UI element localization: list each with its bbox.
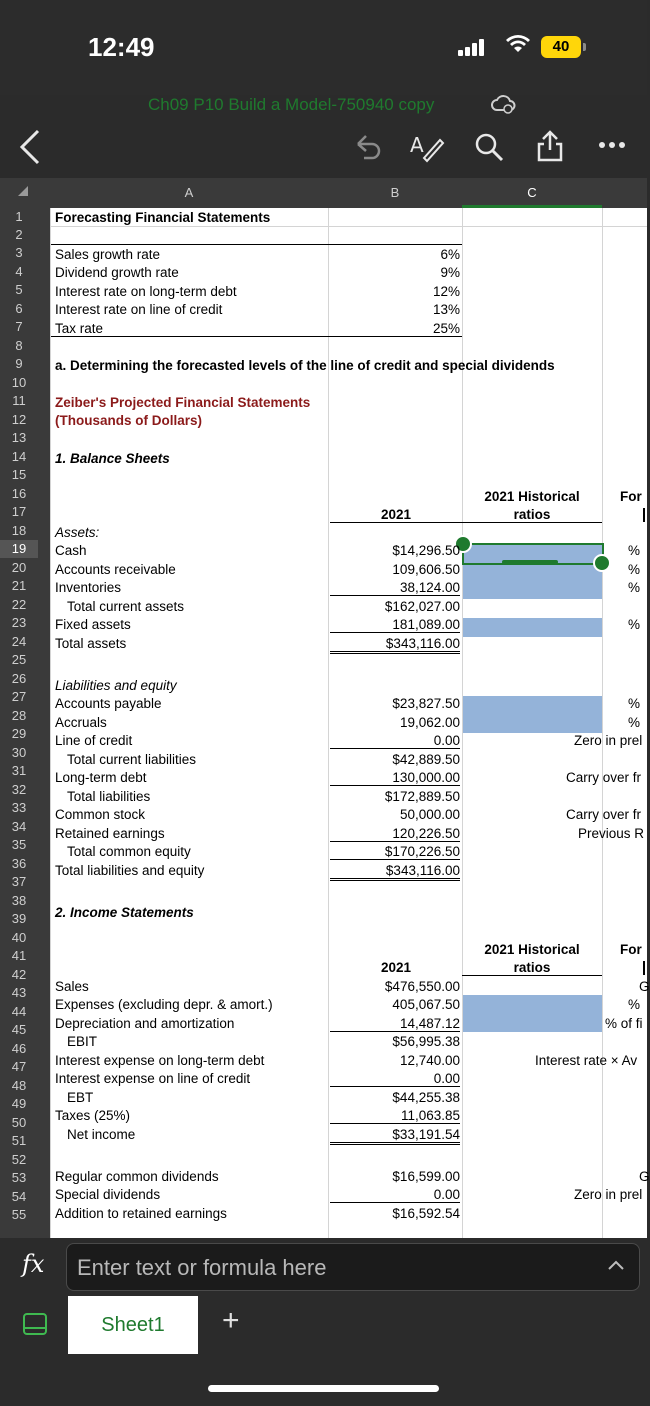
value-inventories[interactable]: 38,124.00: [330, 580, 460, 596]
balance-sheets-heading[interactable]: 1. Balance Sheets: [55, 451, 170, 466]
row-number[interactable]: 1: [0, 208, 38, 226]
row-number[interactable]: 33: [0, 799, 38, 817]
format-text-icon[interactable]: [410, 132, 444, 167]
label-total-current-assets[interactable]: Total current assets: [67, 599, 185, 614]
label-sales-growth[interactable]: Sales growth rate: [55, 247, 161, 262]
row-number[interactable]: 19: [0, 540, 38, 558]
label-total-common-equity[interactable]: Total common equity: [67, 844, 191, 859]
value-retained-earnings[interactable]: 120,226.50: [330, 826, 460, 842]
pct-accruals[interactable]: %: [628, 715, 641, 730]
formula-bar: [0, 1238, 647, 1294]
toolbar: [0, 120, 647, 178]
label-taxes[interactable]: Taxes (25%): [55, 1108, 131, 1123]
sheet-title[interactable]: Forecasting Financial Statements: [55, 210, 271, 225]
label-inventories[interactable]: Inventories: [55, 580, 122, 595]
header-historical[interactable]: 2021 Historical: [484, 489, 580, 504]
value-accruals[interactable]: 19,062.00: [399, 715, 460, 730]
row-number[interactable]: 24: [0, 632, 38, 651]
label-special-dividends[interactable]: Special dividends: [55, 1187, 161, 1202]
row-number[interactable]: 49: [0, 1095, 38, 1113]
row-number[interactable]: 53: [0, 1169, 38, 1187]
gridline: [602, 208, 603, 1238]
row-number[interactable]: 22: [0, 595, 38, 614]
value-interest-expense-ltd[interactable]: 12,740.00: [399, 1053, 460, 1068]
value-total-assets[interactable]: $343,116.00: [330, 636, 460, 654]
border-line: [51, 244, 462, 245]
note-common-stock[interactable]: Carry over fr: [566, 807, 642, 822]
row-number[interactable]: 12: [0, 410, 38, 429]
svg-text:A: A: [410, 133, 424, 157]
header-ratios[interactable]: ratios: [462, 507, 602, 523]
label-fixed-assets[interactable]: Fixed assets: [55, 617, 131, 632]
note-regular-dividends[interactable]: G: [639, 1169, 650, 1184]
row-number[interactable]: 18: [0, 521, 38, 540]
row-number[interactable]: 35: [0, 836, 38, 854]
row-number[interactable]: 41: [0, 947, 38, 965]
clock: 12:49: [88, 32, 155, 62]
row-number[interactable]: 2: [0, 226, 38, 244]
row-number[interactable]: 55: [0, 1206, 38, 1224]
statements-title[interactable]: Zeiber's Projected Financial Statements: [55, 395, 311, 410]
undo-icon[interactable]: [352, 134, 382, 167]
row-number[interactable]: 8: [0, 336, 38, 355]
label-interest-loc[interactable]: Interest rate on line of credit: [55, 302, 223, 317]
header-historical-is[interactable]: 2021 Historical: [484, 942, 580, 957]
formula-placeholder: Enter text or formula here: [77, 1255, 327, 1280]
battery-level: 40: [552, 38, 570, 55]
pct-fixed-assets[interactable]: %: [628, 617, 641, 632]
gridline: [50, 208, 51, 1238]
label-net-income[interactable]: Net income: [67, 1127, 136, 1142]
label-total-liabilities-equity[interactable]: Total liabilities and equity: [55, 863, 205, 878]
share-icon[interactable]: [536, 130, 564, 167]
header-forecast-is[interactable]: For: [620, 942, 642, 957]
value-long-term-debt[interactable]: 130,000.00: [330, 770, 460, 786]
label-addition-retained[interactable]: Addition to retained earnings: [55, 1206, 227, 1221]
back-chevron-icon[interactable]: [18, 128, 42, 171]
header-forecast[interactable]: For: [620, 489, 642, 504]
row-number[interactable]: 25: [0, 651, 38, 669]
pct-accounts-payable[interactable]: %: [628, 696, 641, 711]
row-number[interactable]: 52: [0, 1150, 38, 1169]
value-total-current-liabilities[interactable]: $42,889.50: [392, 752, 460, 767]
value-expenses[interactable]: 405,067.50: [392, 997, 460, 1012]
gridline: [51, 226, 647, 227]
row-number[interactable]: 29: [0, 725, 38, 743]
header-ratios-is[interactable]: ratios: [462, 960, 602, 976]
row-number[interactable]: 26: [0, 669, 38, 688]
pct-cash[interactable]: %: [628, 543, 641, 558]
row-number[interactable]: 11: [0, 392, 38, 410]
value-regular-dividends[interactable]: $16,599.00: [392, 1169, 460, 1184]
value-ebt[interactable]: $44,255.38: [392, 1090, 460, 1105]
column-header-b[interactable]: B: [328, 178, 462, 208]
row-number[interactable]: 31: [0, 762, 38, 780]
label-retained-earnings[interactable]: Retained earnings: [55, 826, 165, 841]
label-accruals[interactable]: Accruals: [55, 715, 107, 730]
select-all-corner[interactable]: [0, 178, 50, 208]
row-number[interactable]: 38: [0, 891, 38, 910]
income-statements-heading[interactable]: 2. Income Statements: [55, 905, 194, 920]
value-interest-expense-loc[interactable]: 0.00: [330, 1071, 460, 1087]
row-number[interactable]: 14: [0, 447, 38, 466]
note-sales[interactable]: G: [639, 979, 650, 994]
label-receivables[interactable]: Accounts receivable: [55, 562, 176, 577]
value-total-liabilities[interactable]: $172,889.50: [384, 789, 460, 804]
search-icon[interactable]: [474, 132, 504, 167]
label-cash[interactable]: Cash: [55, 543, 87, 558]
row-number[interactable]: 47: [0, 1058, 38, 1076]
row-number[interactable]: 20: [0, 558, 38, 577]
label-depreciation[interactable]: Depreciation and amortization: [55, 1016, 235, 1031]
value-cash[interactable]: $14,296.50: [392, 543, 460, 558]
column-header-d[interactable]: [602, 178, 647, 208]
cell-edge: [643, 961, 645, 975]
row-number[interactable]: 17: [0, 503, 38, 521]
row-number[interactable]: 36: [0, 854, 38, 873]
value-interest-loc[interactable]: 13%: [432, 302, 460, 317]
note-interest-expense[interactable]: Interest rate × Av: [535, 1053, 638, 1068]
header-2021[interactable]: 2021: [330, 507, 462, 523]
formula-input[interactable]: [66, 1243, 640, 1291]
row-number[interactable]: 28: [0, 706, 38, 725]
input-cells-liabilities[interactable]: [463, 696, 602, 733]
pct-inventories[interactable]: %: [628, 580, 641, 595]
note-line-of-credit[interactable]: Zero in prel: [574, 733, 643, 748]
label-line-of-credit[interactable]: Line of credit: [55, 733, 133, 748]
value-ebit[interactable]: $56,995.38: [392, 1034, 460, 1049]
value-sales[interactable]: $476,550.00: [384, 979, 460, 994]
value-tax-rate[interactable]: 25%: [432, 321, 460, 336]
label-total-current-liabilities[interactable]: Total current liabilities: [67, 752, 197, 767]
value-dividend-growth[interactable]: 9%: [440, 265, 460, 280]
row-number[interactable]: 23: [0, 614, 38, 632]
row-number[interactable]: 10: [0, 373, 38, 392]
battery-icon: [541, 36, 581, 58]
row-number[interactable]: 34: [0, 817, 38, 836]
value-net-income[interactable]: $33,191.54: [330, 1127, 460, 1145]
row-number[interactable]: 5: [0, 281, 38, 299]
spreadsheet-grid[interactable]: [0, 178, 650, 1238]
label-sales[interactable]: Sales: [55, 979, 89, 994]
row-number[interactable]: 50: [0, 1113, 38, 1132]
row-number[interactable]: 46: [0, 1039, 38, 1058]
label-long-term-debt[interactable]: Long-term debt: [55, 770, 147, 785]
row-number[interactable]: 7: [0, 318, 38, 336]
value-interest-ltd[interactable]: 12%: [432, 284, 460, 299]
pct-expenses[interactable]: %: [628, 997, 641, 1012]
selection-handle-end[interactable]: [593, 554, 611, 572]
input-cell-fixed-assets[interactable]: [463, 618, 602, 637]
input-cells-expenses[interactable]: [463, 995, 602, 1032]
cloud-sync-icon[interactable]: [490, 93, 516, 120]
value-accounts-payable[interactable]: $23,827.50: [392, 696, 460, 711]
value-depreciation[interactable]: 14,487.12: [330, 1016, 460, 1032]
value-line-of-credit[interactable]: 0.00: [330, 733, 460, 749]
function-icon[interactable]: fx: [22, 1250, 45, 1278]
row-number[interactable]: 32: [0, 780, 38, 799]
value-receivables[interactable]: 109,606.50: [392, 562, 460, 577]
note-long-term-debt[interactable]: Carry over fr: [566, 770, 642, 785]
statements-units[interactable]: (Thousands of Dollars): [55, 413, 203, 428]
document-title[interactable]: Ch09 P10 Build a Model-750940 copy: [148, 95, 435, 114]
row-number[interactable]: 30: [0, 743, 38, 762]
label-ebt[interactable]: EBT: [67, 1090, 94, 1105]
row-number[interactable]: 27: [0, 688, 38, 706]
row-number[interactable]: 9: [0, 355, 38, 373]
row-number[interactable]: 51: [0, 1132, 38, 1150]
label-dividend-growth[interactable]: Dividend growth rate: [55, 265, 179, 280]
label-total-liabilities[interactable]: Total liabilities: [67, 789, 151, 804]
label-common-stock[interactable]: Common stock: [55, 807, 146, 822]
liabilities-label[interactable]: Liabilities and equity: [55, 678, 177, 693]
keyboard-toggle-icon[interactable]: [22, 1312, 48, 1341]
value-taxes[interactable]: 11,063.85: [330, 1108, 460, 1124]
label-regular-dividends[interactable]: Regular common dividends: [55, 1169, 219, 1184]
value-total-common-equity[interactable]: $170,226.50: [330, 844, 460, 860]
row-number[interactable]: 3: [0, 244, 38, 262]
value-total-liabilities-equity[interactable]: $343,116.00: [330, 863, 460, 881]
cell-edge: [643, 508, 645, 522]
row-number[interactable]: 43: [0, 984, 38, 1002]
row-number[interactable]: 44: [0, 1002, 38, 1021]
note-retained-earnings[interactable]: Previous R: [578, 826, 645, 841]
sheet-tab-active[interactable]: Sheet1: [68, 1296, 198, 1354]
header-2021-is[interactable]: 2021: [380, 960, 412, 975]
row-number[interactable]: 42: [0, 965, 38, 984]
row-number[interactable]: 40: [0, 928, 38, 947]
pct-receivables[interactable]: %: [628, 562, 641, 577]
row-number[interactable]: 4: [0, 262, 38, 281]
add-sheet-icon[interactable]: +: [222, 1304, 240, 1337]
value-special-dividends[interactable]: 0.00: [330, 1187, 460, 1203]
cellular-signal-icon: [458, 38, 486, 56]
value-common-stock[interactable]: 50,000.00: [399, 807, 460, 822]
selection-bar: [502, 560, 558, 564]
status-bar: [0, 0, 647, 95]
section-a-heading[interactable]: a. Determining the forecasted levels of the line of credit and special dividends: [55, 358, 555, 373]
battery-tip: [583, 43, 586, 51]
row-number[interactable]: 6: [0, 299, 38, 318]
row-number[interactable]: 39: [0, 910, 38, 928]
label-expenses[interactable]: Expenses (excluding depr. & amort.): [55, 997, 273, 1012]
column-header-c[interactable]: C: [462, 178, 602, 208]
more-icon[interactable]: [598, 136, 626, 154]
label-tax-rate[interactable]: Tax rate: [55, 321, 104, 336]
sheet-tab-bar: [0, 1294, 647, 1406]
chevron-up-icon[interactable]: [607, 1258, 625, 1276]
row-number[interactable]: 54: [0, 1187, 38, 1206]
value-total-current-assets[interactable]: $162,027.00: [384, 599, 460, 614]
label-interest-ltd[interactable]: Interest rate on long-term debt: [55, 284, 237, 299]
note-special-dividends[interactable]: Zero in prel: [574, 1187, 643, 1202]
label-total-assets[interactable]: Total assets: [55, 636, 127, 651]
value-addition-retained[interactable]: $16,592.54: [392, 1206, 460, 1221]
label-interest-expense-ltd[interactable]: Interest expense on long-term debt: [55, 1053, 265, 1068]
value-sales-growth[interactable]: 6%: [440, 247, 460, 262]
row-number[interactable]: 37: [0, 873, 38, 891]
row-number[interactable]: 15: [0, 466, 38, 484]
row-number[interactable]: 21: [0, 577, 38, 595]
home-indicator: [208, 1385, 439, 1392]
border-line: [51, 336, 462, 337]
row-number[interactable]: 48: [0, 1076, 38, 1095]
label-interest-expense-loc[interactable]: Interest expense on line of credit: [55, 1071, 251, 1086]
label-ebit[interactable]: EBIT: [67, 1034, 98, 1049]
row-number[interactable]: 16: [0, 484, 38, 503]
column-header-a[interactable]: A: [50, 178, 328, 208]
assets-label[interactable]: Assets:: [55, 525, 100, 540]
wifi-icon: [505, 34, 531, 59]
row-number[interactable]: 45: [0, 1021, 38, 1039]
row-number[interactable]: 13: [0, 429, 38, 447]
label-accounts-payable[interactable]: Accounts payable: [55, 696, 162, 711]
value-fixed-assets[interactable]: 181,089.00: [330, 617, 460, 633]
note-depreciation[interactable]: % of fi: [605, 1016, 643, 1031]
